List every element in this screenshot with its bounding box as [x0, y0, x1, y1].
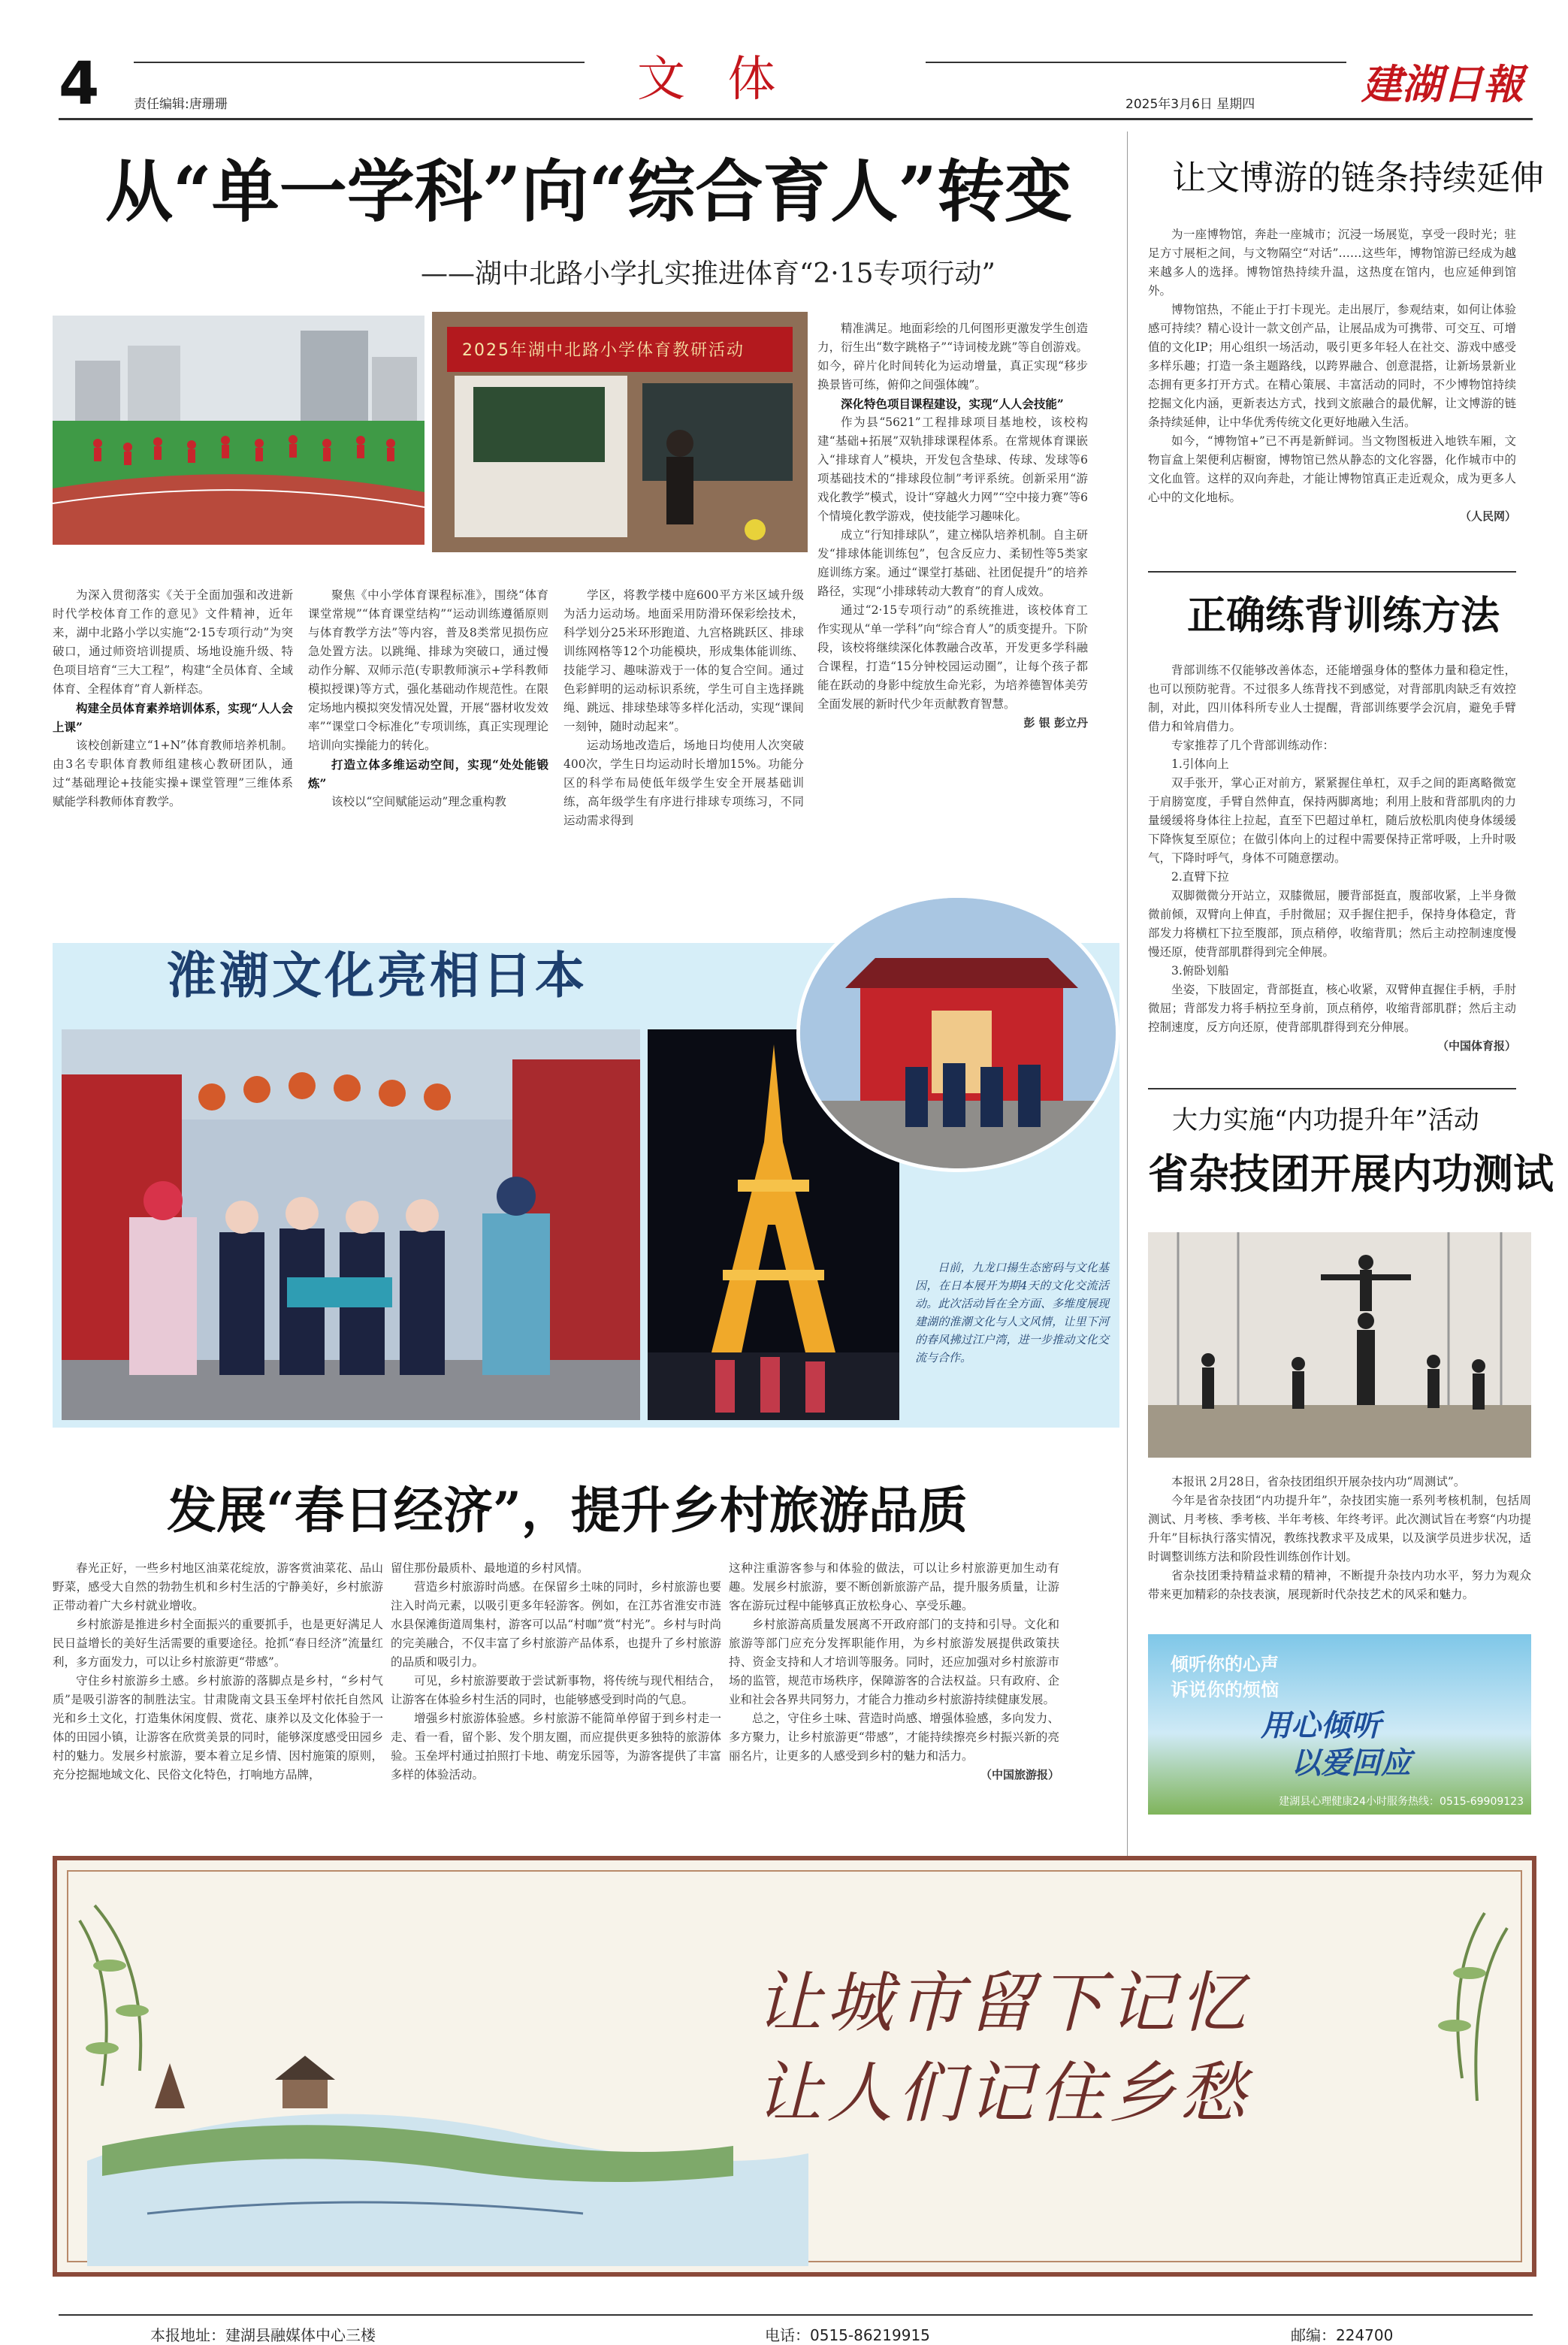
article2-c3-p2: 乡村旅游高质量发展离不开政府部门的支持和引导。文化和旅游等部门应充分发挥职能作用，为乡村旅游发展提供政策扶持、资金支持和人才培训等服务。同时，还应加强对乡村旅游市场的监管，规范市场秩序，保障游客的合法权益。只有政府、企业和社会各界共同努力，才能合力推动乡村旅游持续健康发展。 [729, 1618, 1059, 1706]
feature-headline: 淮潮文化亮相日本 [167, 946, 588, 1005]
footer-address: 本报地址：建湖县融媒体中心三楼 [150, 2326, 376, 2344]
article2-c2-p4: 增强乡村旅游体验感。乡村旅游不能简单停留于到乡村走一走、看一看，留个影、发个朋友圈，而应提供更多独特的旅游体验。玉垒坪村通过拍照打卡地、萌宠乐园等，为游客提供了丰富多样的体验活动。 [391, 1712, 721, 1781]
article1-subtitle: ——湖中北路小学扎实推进体育“2·15专项行动” [421, 258, 995, 289]
side2-p1: 背部训练不仅能够改善体态，还能增强身体的整体力量和稳定性，也可以预防驼背。不过很多人练背找不到感觉，对背部肌肉缺乏有效控制，对此，四川体科所专业人士提醒，背部训练要学会沉肩，避免手臂借力和耸肩借力。 [1148, 663, 1516, 733]
side3-body [1148, 1473, 1531, 1604]
editor-credit: 责任编辑:唐珊珊 [134, 97, 228, 112]
side2-p5: 坐姿，下肢固定，背部挺直，核心收紧，双臂伸直握住手柄，手肘微屈；背部发力将手柄拉至身前，顶点稍停，收缩背部肌群；然后主动控制速度，反方向还原，使背部肌群得到充分伸展。 [1148, 983, 1516, 1034]
side2-headline: 正确练背训练方法 [1187, 593, 1500, 639]
article2-source: （中国旅游报） [980, 1768, 1059, 1781]
hotline-ad-line2: 诉说你的烦恼 [1171, 1679, 1279, 1700]
article1-c4-p4: 通过“2·15专项行动”的系统推进，该校体育工作实现从“单一学科”向“综合育人”的质变提升。下阶段，该校将继续深化体教融合改革，开发更多学科融合课程，打造“15分钟校园运动圈”，让每个孩子都能在跃动的身影中绽放生命光彩，为培养德智体美劳全面发展的新时代少年贡献教育智慧。 [817, 603, 1088, 711]
hotline-ad-line1: 倾听你的心声 [1171, 1654, 1279, 1675]
side3-p1: 本报讯 2月28日，省杂技团组织开展杂技内功“周测试”。 [1171, 1475, 1466, 1488]
article2-c1-p2: 乡村旅游是推进乡村全面振兴的重要抓手，也是更好满足人民日益增长的美好生活需要的重要途径。抢抓“春日经济”流量红利，多方面发力，可以让乡村旅游更“带感”。 [53, 1618, 383, 1669]
side1-body [1148, 225, 1516, 526]
footer-rule [59, 2314, 1533, 2316]
article2-c3-p3: 总之，守住乡土味、营造时尚感、增强体验感，多向发力、多方聚力，让乡村旅游更“带感”，才能持续擦亮乡村振兴新的亮丽名片，让更多的人感受到乡村的魅力和活力。 [729, 1712, 1059, 1763]
side3-headline: 省杂技团开展内功测试 [1148, 1150, 1554, 1198]
acrobat-photo [1148, 1232, 1531, 1458]
side-divider-1 [1148, 571, 1516, 573]
footer-phone: 电话：0515-86219915 [765, 2326, 930, 2344]
article1-c2-subhead: 打造立体多维运动空间，实现“处处能锻炼” [308, 757, 548, 790]
hotline-ad-big2: 以爱回应 [1291, 1746, 1411, 1781]
header-rule-right [926, 62, 1346, 63]
students-costume-photo [62, 1029, 640, 1420]
article1-byline: 彭 银 彭立丹 [1023, 716, 1088, 730]
bottom-ad-frame [53, 1856, 1536, 2277]
article1-column-3 [563, 586, 804, 830]
article2-column-2 [391, 1559, 721, 1784]
side1-p2: 博物馆热，不能止于打卡现光。走出展厅，参观结束，如何让体验感可持续？精心设计一款文创产品，让展品成为可携带、可交互、可增值的文化IP；用心组织一场活动，吸引更多年轻人在社交、游戏中感受多样乐趣；打造一条主题路线，以跨界融合、创意混搭，让新场景新业态拥有更多打开方式。在精心策展、丰富活动的同时，不少博物馆持续挖掘文化内涵，更新表达方式，找到文旅融合的最优解，让文博游的链条持续延伸，让中华优秀传统文化更好地融入生活。 [1148, 303, 1516, 429]
masthead-logo: 建湖日報 [1361, 60, 1524, 108]
issue-date: 2025年3月6日 星期四 [1125, 97, 1255, 112]
article1-c4-p3: 成立“行知排球队”，建立梯队培养机制。自主研发“排球体能训练包”，包含反应力、柔韧性等5类家庭训练方案。通过“课堂打基础、社团促提升”的培养路径，实现“小排球转动大教育”的育人成效。 [817, 528, 1088, 598]
article1-column-1 [53, 586, 293, 811]
side2-p3: 双手张开，掌心正对前方，紧紧握住单杠，双手之间的距离略微宽于肩膀宽度，手臂自然伸直，保持两脚离地；利用上肢和背部肌肉的力量缓缓将身体往上拉起，直至下巴超过单杠，随后放松肌肉使身体缓缓下降恢复至原位；在做引体向上的过程中需要保持正常呼吸，上升时吸气，下降时呼气，身体不可随意摆动。 [1148, 776, 1516, 865]
footer-postcode: 邮编：224700 [1291, 2326, 1394, 2344]
article1-column-4 [817, 319, 1088, 733]
column-divider [1127, 131, 1128, 2085]
hotline-ad [1148, 1634, 1531, 1815]
article2-column-1 [53, 1559, 383, 1784]
hotline-ad-big1: 用心倾听 [1261, 1709, 1381, 1743]
hotline-ad-footer: 建湖县心理健康24小时服务热线：0515-69909123 [1279, 1796, 1524, 1808]
article2-c3-p1: 这种注重游客参与和体验的做法，可以让乡村旅游更加生动有趣。发展乡村旅游，要不断创新旅游产品，提升服务质量，让游客在游玩过程中能够真正放松身心、享受乐趣。 [729, 1561, 1059, 1612]
article1-c4-p1: 精准满足。地面彩绘的几何图形更激发学生创造力，衍生出“数字跳格子”“诗词棱龙跳”等自创游戏。如今，碎片化时间转化为运动增量，真正实现“移步换景皆可练，俯仰之间强体魄”。 [817, 322, 1088, 391]
article1-c4-subhead: 深化特色项目课程建设，实现“人人会技能” [841, 397, 1064, 411]
side1-p1: 为一座博物馆，奔赴一座城市；沉浸一场展览，享受一段时光；驻足方寸展柜之间，与文物隔空“对话”……这些年，博物馆游已经成为越来越多人的选择。博物馆热持续升温，这热度在馆内，也应延伸到馆外。 [1148, 228, 1516, 298]
article2-c1-p1: 春光正好，一些乡村地区油菜花绽放，游客赏油菜花、品山野菜，感受大自然的勃勃生机和乡村生活的宁静美好，乡村旅游正带动着广大乡村就业增收。 [53, 1561, 383, 1612]
side2-p4: 双脚微微分开站立，双膝微屈，腰背部挺直，腹部收紧，上半身微微前倾，双臂向上伸直，手肘微屈；双手握住把手，保持身体稳定，背部发力将横杠下拉至腹部，顶点稍停，收缩背肌；然后主动控制速度慢慢还原，使背部肌群得到完全伸展。 [1148, 889, 1516, 959]
article2-headline: 发展“春日经济”，提升乡村旅游品质 [167, 1481, 968, 1540]
side3-kicker: 大力实施“内功提升年”活动 [1172, 1105, 1479, 1135]
article1-c1-subhead: 构建全员体育素养培训体系，实现“人人会上课” [53, 701, 293, 734]
article2-c1-p3: 守住乡村旅游乡土感。乡村旅游的落脚点是乡村，“乡村气质”是吸引游客的制胜法宝。甘肃陇南文县玉垒坪村依托自然风光和乡土文化，打造集休闲度假、赏花、康养以及文化体验于一体的田园小镇，让游客在欣赏美景的同时，能够深度感受田园乡村的魅力。发展乡村旅游，要本着立足乡情、因村施策的原则，充分挖掘地域文化、民俗文化特色，打响地方品牌， [53, 1674, 383, 1781]
side1-p3: 如今，“博物馆+”已不再是新鲜词。当文物图板进入地铁车厢，文物盲盒上架便利店橱窗，博物馆已然从静态的文化容器，化作城市中的文化血管。这样的双向奔赴，才能让博物馆真正走近观众，成为更多人心中的文化地标。 [1148, 434, 1516, 504]
article1-c2-p2: 该校以“空间赋能运动”理念重构教 [331, 795, 506, 808]
article1-c3-p2: 运动场地改造后，场地日均使用人次突破400次，学生日均运动时长增加15%。功能分区的科学布局使低年级学生安全开展基础训练，高年级学生有序进行排球专项练习，不同运动需求得到 [563, 739, 804, 827]
article2-column-3 [729, 1559, 1059, 1784]
bottom-ad-slogan-2: 让人们记住乡愁 [756, 2054, 1251, 2132]
header-bottom-rule [59, 118, 1533, 120]
students-exercise-photo [53, 316, 424, 545]
page-number: 4 [59, 50, 100, 118]
article1-c3-p1: 学区，将教学楼中庭600平方米区域升级为活力运动场。地面采用防滑环保彩绘技术，科学划分25米环形跑道、九宫格跳跃区、排球训练网格等12个功能模块，形成集体能训练、技能学习、趣味游戏于一体的复合空间。通过色彩鲜明的运动标识系统，学生可自主选择跳绳、跳远、排球垫球等多样化活动，实现“课间一刻钟，随时动起来”。 [563, 588, 804, 733]
article1-headline: 从“单一学科”向“综合育人”转变 [105, 152, 1073, 231]
article1-c4-p2: 作为县“5621”工程排球项目基地校，该校构建“基础+拓展”双轨排球课程体系。在常规体育课嵌入“排球育人”模块，开发包含垫球、传球、发球等6项基础技术的“排球段位制”考评系统。创新采用“游戏化教学”模式，设计“穿越火力网”“空中接力赛”等6个情境化教学游戏，使技能学习趣味化。 [817, 416, 1088, 523]
side2-h3: 3.俯卧划船 [1171, 964, 1229, 978]
article2-c2-p1: 留住那份最质朴、最地道的乡村风情。 [391, 1561, 589, 1575]
side3-p2: 今年是省杂技团“内功提升年”，杂技团实施一系列考核机制，包括周测试、月考核、季考核、半年考核、年终考评。此次测试旨在考察“内功提升年”目标执行落实情况，教练找教求平及成果，以及演学员进步状况，适时调整训练方法和阶段性训练创作计划。 [1148, 1494, 1531, 1564]
article1-c1-p2: 该校创新建立“1+N”体育教师培养机制。由3名专职体育教师组建核心教研团队，通过“基础理论+技能实操+课堂管理”三维体系赋能学科教师体育教学。 [53, 739, 293, 808]
side-divider-2 [1148, 1088, 1516, 1089]
article1-column-2 [308, 586, 548, 811]
side3-p3: 省杂技团秉持精益求精的精神，不断提升杂技内功水平，努力为观众带来更加精彩的杂技表演，展现新时代杂技艺术的风采和魅力。 [1148, 1569, 1531, 1601]
bottom-ad-slogan-1: 让城市留下记忆 [756, 1964, 1251, 2041]
side1-headline: 让文博游的链条持续延伸 [1172, 158, 1545, 198]
header-rule-left [134, 62, 585, 63]
article1-c2-p1: 聚焦《中小学体育课程标准》，围绕“体育课堂常规”“体育课堂结构”“运动训练遵循原则与体育教学方法”等内容，普及8类常见损伤应急处置方法。以跳绳、排球为突破口，通过慢动作分解、双师示范(专职教师演示+学科教师模拟授课)等方式，强化基础动作规范性。在限定场地内模拟突发情况处置，开展“器材收发效率”“课堂口令标准化”专项训练，真正实现理论培训向实操能力的转化。 [308, 588, 548, 752]
article1-c1-p1: 为深入贯彻落实《关于全面加强和改进新时代学校体育工作的意见》文件精神，近年来，湖中北路小学以实施“2·15专项行动”为突破口，通过师资培训提质、场地设施升级、特色项目培育“三大工程”，构建“全员体育、全域体育、全程体育”育人新样态。 [53, 588, 293, 696]
side2-h1: 1.引体向上 [1171, 757, 1229, 771]
temple-circle-photo [796, 894, 1119, 1172]
side2-source: （中国体育报） [1437, 1039, 1516, 1053]
side2-body [1148, 661, 1516, 1056]
feature-caption: 日前，九龙口揚生态密码与文化基因，在日本展开为期4天的文化交流活动。此次活动旨在全方面、多维度展现建湖的淮潮文化与人文风情，让里下河的春风拂过江户湾，进一步推动文化交流与合作。 [915, 1261, 1109, 1364]
side2-h2: 2.直臂下拉 [1171, 870, 1229, 884]
article2-c2-p2: 营造乡村旅游时尚感。在保留乡土味的同时，乡村旅游也要注入时尚元素，以吸引更多年轻游客。例如，在江苏省淮安市涟水县保滩街道周集村，游客可以品“村咖”赏“村光”。乡村与时尚的完美融合，不仅丰富了乡村旅游产品体系，也提升了乡村旅游的品质和吸引力。 [391, 1580, 721, 1669]
side2-p2: 专家推荐了几个背部训练动作： [1171, 739, 1335, 752]
classroom-banner-text: 2025年湖中北路小学体育教研活动 [462, 341, 745, 360]
side1-source: （人民网） [1459, 509, 1516, 523]
teacher-training-photo [432, 312, 808, 552]
article2-c2-p3: 可见，乡村旅游要敢于尝试新事物，将传统与现代相结合，让游客在体验乡村生活的同时，也能够感受到时尚的气息。 [391, 1674, 721, 1706]
section-title: 文 体 [637, 52, 790, 107]
